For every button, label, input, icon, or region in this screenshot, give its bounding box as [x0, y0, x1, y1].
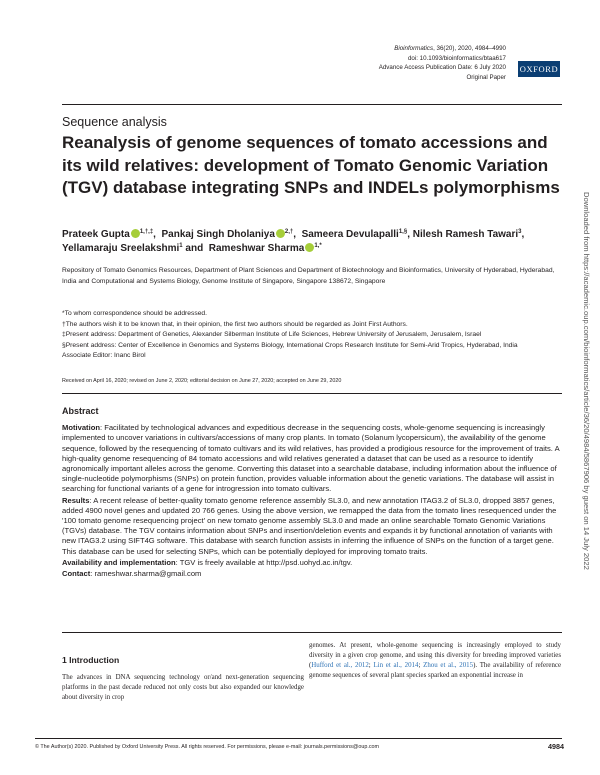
contact: : rameshwar.sharma@gmail.com	[90, 569, 202, 579]
abstract-bottom-rule	[62, 632, 562, 633]
page-number: 4984	[548, 742, 564, 751]
author-notes	[62, 309, 562, 362]
journal-name: Bioinformatics	[394, 45, 434, 52]
doi: doi: 10.1093/bioinformatics/btaa617	[407, 54, 506, 62]
note: †The authors wish it to be known that, in their opinion, the first two authors should be regarded as Joint First Authors.	[62, 320, 408, 328]
article-title: Reanalysis of genome sequences of tomato accessions and its wild relatives: development of Tomato Genomic Variation (TGV) database integrating SNPs and INDELs polymorphisms	[62, 133, 560, 197]
abstract-top-rule	[62, 393, 562, 394]
note: ‡Present address: Department of Genetics, Alexander Silberman Institute of Life Sciences, Hebrew University of Jerusalem, Jerusalem, Israel	[62, 331, 482, 339]
abstract-heading: Abstract	[62, 406, 99, 416]
copyright-footer: © The Author(s) 2020. Published by Oxford University Press. All rights reserved. For permissions, please e-mail: journals.permissions@oup.com	[35, 744, 380, 750]
affiliations: Repository of Tomato Genomics Resources, Department of Plant Sciences and Department of Biotechnology and Bioinformatics, University of Hyderabad, Hyderabad, India and Computational and Systems Biology, Genome Institute of Singapore, Singapore 138672, Singapore	[62, 267, 555, 285]
results: : A recent release of better-quality tomato genome reference assembly SL3.0, and new annotation ITAG3.2 of SL3.0, dropped 3857 genes, added 4900 novel genes and updated 20 766 genes. Using the above version, we remapped the data from the tomato lines resequenced under the '100 tomato genome resequencing project' on new tomato genome assembly SL3.0 and made an online searchable Tomato Genomic Variations (TGVs) database. The TGV contains information about SNPs and insertion/deletion events and expands it by functional annotation of variants with new ITAG3.2 using SIFT4G software. This database with search function assists in inferring the influence of SNPs on the function of a target gene. This database can be used for selecting SNPs, which can be potentially deployed for improving tomato traits.	[62, 495, 557, 556]
motivation: : Facilitated by technological advances and expeditious decrease in the sequencing costs, whole-genome sequencing is increasingly implemented to uncover variations in cultivars/accessions of many crop plants. In tomato (Solanum lycopersicum), the availability of the genome sequence, followed by the resequencing of tomato cultivars and its wild relatives, has provided a prodigious resource for the improvement of traits. A high-quality genome resequencing of 84 tomato accessions and wild relatives generated a dataset that can be used as a resource to identify agronomically important alleles across the genome. Converting this dataset into a searchable database, including information about the influence of single-nucleotide polymorphisms (SNPs) on protein function, provides valuable information about the genetic variations. The database will assist in searching for functional variants of a gene for introgression into tomato cultivars.	[62, 423, 560, 494]
footer-rule	[35, 738, 562, 739]
author: Prateek Gupta	[62, 229, 130, 240]
citation: , 36(20), 2020, 4984–4990	[433, 45, 506, 52]
author: Yellamaraju Sreelakshmi	[62, 243, 180, 254]
introduction	[62, 655, 304, 703]
reference-link[interactable]: Lin et al., 2014	[373, 662, 419, 670]
intro-heading: 1 Introduction	[62, 655, 120, 665]
download-watermark: Downloaded from https://academic.oup.com/bioinformatics/article/36/20/4984/5867906 by guest on 14 July 2022	[582, 192, 591, 570]
journal-header	[379, 44, 506, 82]
associate-editor: Associate Editor: Inanc Birol	[62, 352, 146, 360]
received-dates: Received on April 16, 2020; revised on June 2, 2020; editorial decision on June 27, 2020; accepted on June 29, 2020	[62, 378, 342, 384]
body-column-2: genomes. At present, whole-genome sequencing is increasingly employed to study diversity in a given crop genome, and using this diversity for breeding improved varieties (Hufford et al., 2012; Lin et al., 2014; Zhou et al., 2015). The availability of reference genome sequences of several plant species sparked an exponential increase in	[309, 642, 562, 680]
author: Sameera Devulapalli	[301, 229, 399, 240]
note: §Present address: Center of Excellence in Genomics and Systems Biology, International Crops Research Institute for Semi-Arid Tropics, Hyderabad, India	[62, 341, 518, 349]
oxford-logo: OXFORD	[518, 61, 560, 77]
article-type: Original Paper	[466, 73, 506, 81]
orcid-icon[interactable]	[276, 229, 285, 238]
section-label: Sequence analysis	[62, 115, 167, 129]
author-list: Prateek Gupta $^{1,\dagger,\ddagger}$, Pankaj Singh Dholaniya $^{2,\dagger}$, Sameera Devulapalli$^{1,\S}$, Nilesh Ramesh Tawari$^3$, Yellamaraju Sreelakshmi$^1$ and Rameshwar Sharma $^{1,*}$	[62, 229, 528, 254]
access-date: Advance Access Publication Date: 6 July 2020	[378, 64, 506, 72]
header-rule	[62, 104, 562, 105]
author: Rameshwar Sharma	[208, 243, 305, 254]
author: Pankaj Singh Dholaniya	[161, 229, 275, 240]
abstract: Abstract Motivation: Facilitated by technological advances and expeditious decrease in the sequencing costs, whole-genome sequencing is increasingly implemented to uncover variations in cultivars/accessions of many crop plants. In tomato (Solanum lycopersicum), the availability of the genome sequence, followed by the resequencing of tomato cultivars and its wild relatives, has provided a prodigious resource for the improvement of traits. A high-quality genome resequencing of 84 tomato accessions and wild relatives generated a dataset that can be used as a resource to identify agronomically important alleles across the genome. Converting this dataset into a searchable database, including information about the influence of single-nucleotide polymorphisms (SNPs) on protein function, provides valuable information about the genetic variations. The database will assist in searching for functional variants of a gene for introgression into tomato cultivars. Results: A recent release of better-quality tomato genome reference assembly SL3.0, and new annotation ITAG3.2 of SL3.0, dropped 3857 genes, added 4900 novel genes and updated 20 766 genes. Using the above version, we remapped the data from the tomato lines resequenced under the '100 tomato genome resequencing project' on new tomato genome assembly SL3.0 and made an online searchable Tomato Genomic Variations (TGVs) database. The TGV contains information about SNPs and insertion/deletion events and expands it by functional annotation of variants with new ITAG3.2 using SIFT4G software. This database with search function assists in inferring the influence of SNPs on the function of a target gene. This database can be used for selecting SNPs, which can be potentially deployed for improving tomato traits. Availability and implementation: TGV is freely available at http://psd.uohyd.ac.in/tgv. Contact: rameshwar.sharma@gmail.com	[62, 406, 562, 580]
reference-link[interactable]: Zhou et al., 2015	[423, 662, 474, 670]
availability: : TGV is freely available at http://psd.uohyd.ac.in/tgv.	[175, 557, 353, 567]
orcid-icon[interactable]	[131, 229, 140, 238]
intro-text: The advances in DNA sequencing technology or/and next-generation sequencing platforms in the past decade reduced not only costs but also expanded our knowledge about diversity in crop	[62, 674, 304, 702]
author: Nilesh Ramesh Tawari	[412, 229, 519, 240]
reference-link[interactable]: Hufford et al., 2012	[311, 662, 369, 670]
note: *To whom correspondence should be addressed.	[62, 310, 207, 317]
